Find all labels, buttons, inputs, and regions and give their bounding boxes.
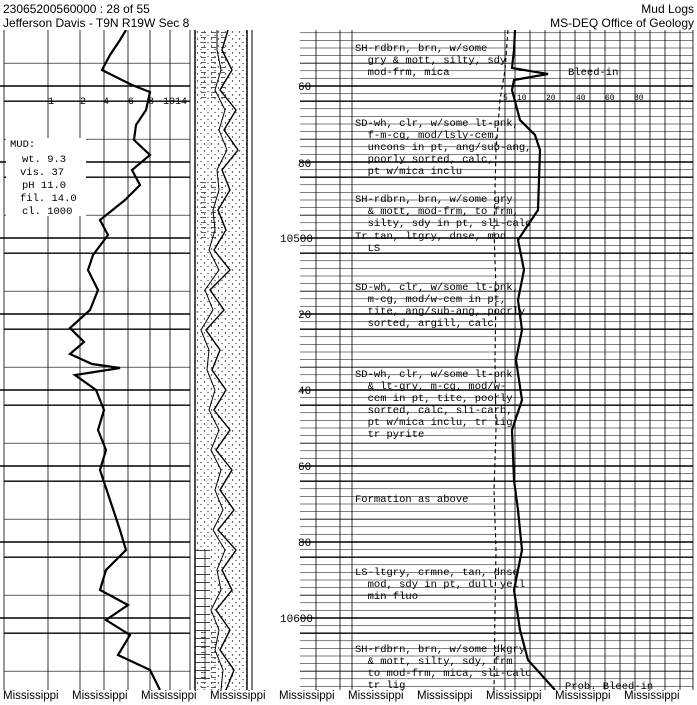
prob-bleed-in-annotation: Prob. Bleed-in — [565, 681, 654, 690]
scale-label: 1014 — [163, 97, 188, 108]
svg-text:sorted, calc, sli-carb,: sorted, calc, sli-carb, — [355, 405, 513, 417]
svg-text:& lt-gry, m-cg, mod/w-: & lt-gry, m-cg, mod/w- — [355, 381, 507, 393]
depth-label: 60 — [298, 462, 312, 474]
description-block — [355, 43, 506, 79]
svg-text:min fluo: min fluo — [355, 591, 419, 603]
scale-label: 2 — [80, 97, 87, 108]
scale-label: 4 — [103, 97, 110, 108]
svg-text:tr pyrite: tr pyrite — [355, 429, 425, 441]
svg-text:pt w/mica inclu, tr lig: pt w/mica inclu, tr lig — [355, 417, 513, 429]
svg-text:Formation as above: Formation as above — [355, 494, 469, 506]
description-block — [355, 494, 468, 506]
depth-label: 20 — [298, 310, 312, 322]
scale-label: 20 — [546, 94, 556, 103]
footer-state-label: Mississippi — [486, 690, 542, 702]
scale-label: 1 — [48, 97, 55, 108]
scale-label: 6 — [128, 97, 135, 108]
footer-state-label: Mississippi — [141, 690, 197, 702]
svg-text:tite, ang/sub-ang, poorly: tite, ang/sub-ang, poorly — [355, 306, 526, 318]
mud-weight: wt. 9.3 — [22, 154, 67, 166]
svg-text:m-cg, mod/w-cem in pt,: m-cg, mod/w-cem in pt, — [355, 294, 507, 306]
document-id: 23065200560000 : 28 of 55 — [3, 2, 150, 16]
svg-text:sorted, argill, calc: sorted, argill, calc — [355, 318, 494, 330]
description-block — [355, 231, 506, 255]
mud-viscosity: vis. 37 — [20, 167, 65, 179]
footer-state-label: Mississippi — [279, 690, 335, 702]
shale-fill — [195, 630, 219, 690]
depth-label: 80 — [298, 538, 312, 550]
svg-text:silty, sdy in pt, sli-calc: silty, sdy in pt, sli-calc — [355, 218, 532, 230]
description-block — [355, 567, 525, 603]
description-block — [355, 194, 531, 230]
svg-text:cem in pt, tite, poorly: cem in pt, tite, poorly — [355, 393, 513, 405]
svg-text:SH-rdbrn, brn, w/some dkgry: SH-rdbrn, brn, w/some dkgry — [355, 644, 526, 656]
document-type: Mud Logs — [641, 2, 694, 16]
lithology-column — [195, 30, 252, 690]
footer-state-label: Mississippi — [3, 690, 59, 702]
svg-text:LS-ltgry, crmne, tan, dnse: LS-ltgry, crmne, tan, dnse — [355, 567, 519, 579]
depth-label: 10500 — [280, 234, 314, 246]
mud-ph: pH 11.0 — [22, 180, 67, 192]
footer-state-label: Mississippi — [210, 690, 266, 702]
svg-text:SH-rdbrn, brn, w/some: SH-rdbrn, brn, w/some — [355, 43, 488, 55]
footer-state-label: Mississippi — [555, 690, 611, 702]
description-block — [355, 369, 513, 441]
mud-properties — [6, 138, 86, 218]
svg-text:Tr tan, ltgry, dnse, mod: Tr tan, ltgry, dnse, mod — [355, 231, 507, 243]
drill-rate-scale — [48, 97, 187, 108]
svg-text:gry & mott, silty, sdy: gry & mott, silty, sdy — [355, 55, 507, 67]
bleed-in-annotation: Bleed-in — [568, 67, 619, 79]
svg-text:SH-rdbrn, brn, w/some gry: SH-rdbrn, brn, w/some gry — [355, 194, 513, 206]
depth-label: 60 — [298, 82, 312, 94]
svg-text:f-m-cg, mod/lsly-cem,: f-m-cg, mod/lsly-cem, — [355, 130, 500, 142]
svg-text:SD-wh, clr, w/some lt-pnk,: SD-wh, clr, w/some lt-pnk, — [355, 118, 519, 130]
footer-state-label: Mississippi — [72, 690, 128, 702]
svg-text:& mott, silty, sdy, frm: & mott, silty, sdy, frm — [355, 656, 513, 668]
depth-label: 80 — [298, 159, 312, 171]
svg-text:mod-frm, mica: mod-frm, mica — [355, 67, 450, 79]
depth-label: 40 — [298, 386, 312, 398]
scale-label: 8 — [148, 97, 155, 108]
footer-state-label: Mississippi — [624, 690, 680, 702]
scale-label: 40 — [576, 94, 586, 103]
scale-label: 60 — [605, 94, 615, 103]
svg-text:LS: LS — [355, 243, 381, 255]
well-location: Jefferson Davis - T9N R19W Sec 8 — [3, 16, 190, 30]
depth-label: 10600 — [280, 614, 314, 626]
svg-text:mod, sdy in pt, dull yell: mod, sdy in pt, dull yell — [355, 579, 526, 591]
svg-text:pt w/mica inclu: pt w/mica inclu — [355, 166, 463, 178]
mud-title: MUD: — [10, 139, 36, 151]
scale-label: 80 — [634, 94, 644, 103]
svg-text:poorly sorted, calc,: poorly sorted, calc, — [355, 154, 494, 166]
drill-rate-curve — [70, 30, 160, 690]
mud-chlorides: cl. 1000 — [22, 206, 73, 218]
svg-text:tr lig: tr lig — [355, 680, 406, 690]
agency-name: MS-DEQ Office of Geology — [550, 16, 694, 30]
mud-filtrate: fil. 14.0 — [20, 193, 77, 205]
depth-labels — [280, 82, 313, 626]
svg-text:SD-wh, clr, w/some lt-pnk,: SD-wh, clr, w/some lt-pnk, — [355, 282, 519, 294]
svg-text:& mott, mod-frm, to frm,: & mott, mod-frm, to frm, — [355, 206, 519, 218]
footer-state-label: Mississippi — [348, 690, 404, 702]
svg-text:uncons in pt, ang/sub-ang,: uncons in pt, ang/sub-ang, — [355, 142, 532, 154]
scale-label: 5 — [503, 94, 508, 103]
svg-text:to mod-frm, mica, sli-calc: to mod-frm, mica, sli-calc — [355, 668, 532, 680]
scale-label: 10 — [517, 94, 527, 103]
description-block — [355, 282, 525, 330]
mud-log-strip — [0, 30, 697, 690]
footer-state-label: Mississippi — [417, 690, 473, 702]
svg-text:SD-wh, clr, w/some lt-pnk: SD-wh, clr, w/some lt-pnk — [355, 369, 513, 381]
